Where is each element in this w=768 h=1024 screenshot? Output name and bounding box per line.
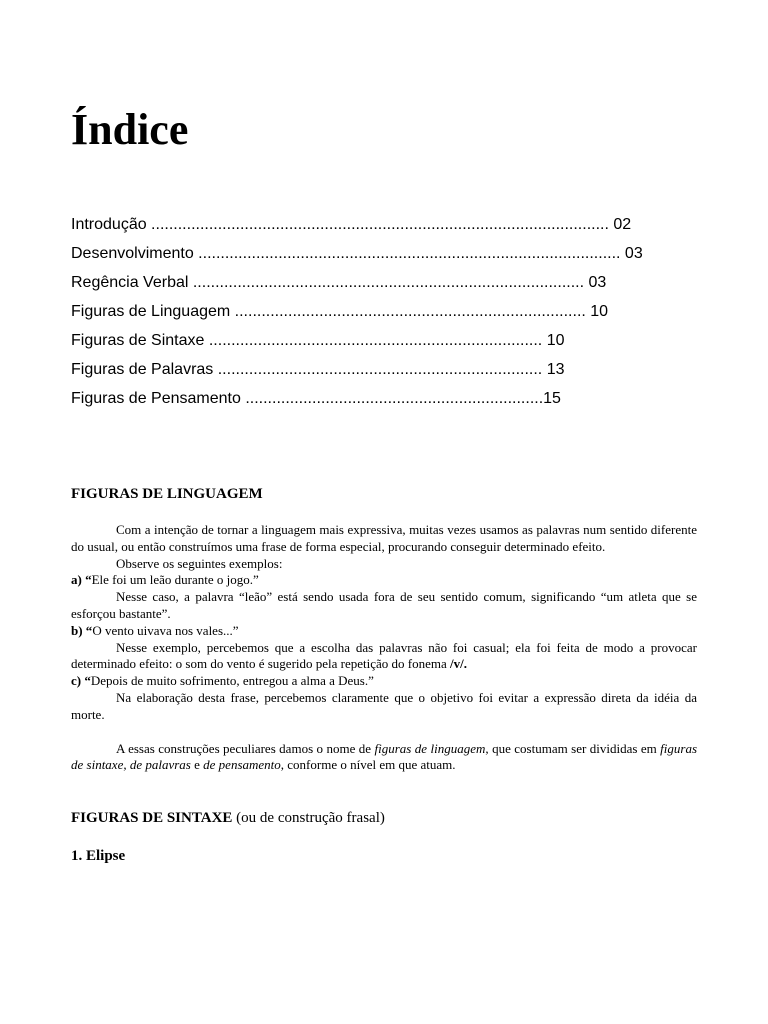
emphasis: de pensamento bbox=[203, 757, 281, 773]
toc-entry: Introdução ....................................................................................................... 02 bbox=[71, 216, 632, 233]
paragraph-text: , conforme o nível em que atuam. bbox=[280, 757, 456, 773]
body-text bbox=[71, 522, 697, 774]
paragraph bbox=[71, 741, 697, 775]
example-a bbox=[71, 572, 697, 589]
toc-entry: Regência Verbal ........................................................................................ 03 bbox=[71, 274, 607, 291]
emphasis: figuras de sintaxe, de palavras bbox=[71, 740, 697, 773]
example-label: a) “ bbox=[71, 572, 92, 588]
paragraph: Na elaboração desta frase, percebemos claramente que o objetivo foi evitar a expressão direta da idéia da morte. bbox=[71, 689, 697, 722]
example-label: b) “ bbox=[71, 622, 93, 638]
example-text: Depois de muito sofrimento, entregou a alma a Deus.” bbox=[90, 673, 374, 689]
section-subheading-text: (ou de construção frasal) bbox=[232, 810, 385, 826]
toc-entry: Figuras de Linguagem ............................................................................... 10 bbox=[71, 303, 609, 320]
emphasis: figuras de linguagem bbox=[374, 740, 486, 756]
paragraph-text: e bbox=[190, 757, 204, 773]
section-heading-figuras-de-linguagem: FIGURAS DE LINGUAGEM bbox=[71, 486, 263, 502]
example-c bbox=[71, 673, 697, 690]
table-of-contents bbox=[71, 210, 643, 413]
example-text: Ele foi um leão durante o jogo.” bbox=[91, 572, 259, 588]
paragraph: Nesse caso, a palavra “leão” está sendo usada fora de seu sentido comum, significando “um atleta que se esforçou bastante”. bbox=[71, 589, 697, 621]
section-heading-text: FIGURAS DE SINTAXE bbox=[71, 810, 233, 826]
example-text: O vento uivava nos vales...” bbox=[92, 622, 239, 638]
paragraph-text: A essas construções peculiares damos o nome de bbox=[116, 740, 375, 756]
toc-entry: Figuras de Sintaxe ........................................................................... 10 bbox=[71, 332, 565, 349]
paragraph: Observe os seguintes exemplos: bbox=[116, 555, 283, 571]
spacer bbox=[71, 724, 697, 741]
paragraph-text: Nesse exemplo, percebemos que a escolha das palavras não foi casual; ela foi feita de modo a provocar determinado efeito: o som do vento é sugerido pela repetição do fonema bbox=[71, 639, 697, 672]
page-title: Índice bbox=[71, 105, 189, 154]
subsection-heading-elipse: 1. Elipse bbox=[71, 848, 126, 864]
paragraph: Com a intenção de tornar a linguagem mais expressiva, muitas vezes usamos as palavras num sentido diferente do usual, ou então construímos uma frase de forma especial, procurando conseguir determinado efeito. bbox=[71, 522, 697, 554]
paragraph bbox=[71, 640, 697, 674]
section-heading-figuras-de-sintaxe bbox=[71, 810, 385, 827]
phoneme: /v/. bbox=[450, 656, 468, 672]
paragraph-text: , que costumam ser divididas em bbox=[485, 740, 661, 756]
example-b bbox=[71, 623, 697, 640]
toc-entry: Figuras de Pensamento ...................................................................15 bbox=[71, 390, 561, 407]
toc-entry: Desenvolvimento ............................................................................................... 03 bbox=[71, 245, 643, 262]
toc-entry: Figuras de Palavras ......................................................................... 13 bbox=[71, 361, 565, 378]
example-label: c) “ bbox=[71, 673, 91, 689]
